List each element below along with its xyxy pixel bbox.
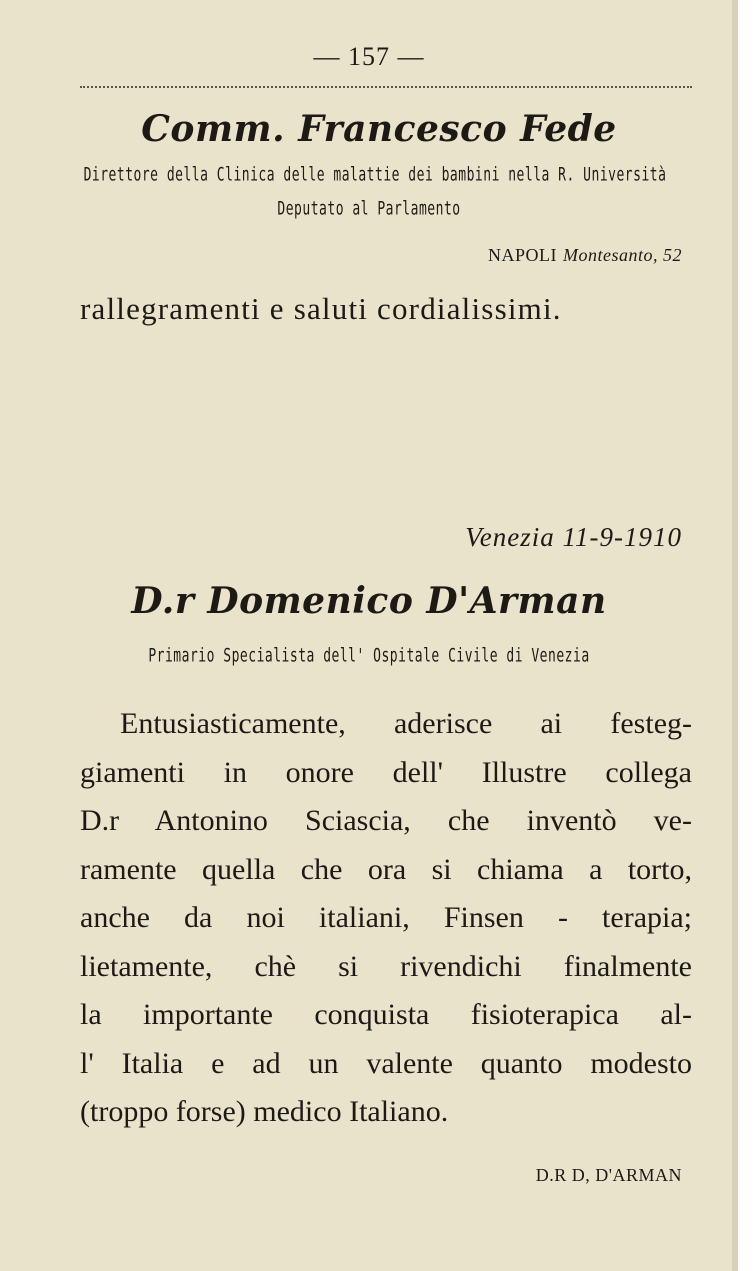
body-line: l' Italia e ad un valente quanto modesto bbox=[80, 1046, 692, 1080]
sender-title-line: Direttore della Clinica delle malattie dei bambini nella R. Università bbox=[83, 164, 667, 187]
sender-location bbox=[488, 245, 682, 266]
sender-name-heading: D.r Domenico D'Arman bbox=[131, 580, 607, 622]
sender-name-heading: Comm. Francesco Fede bbox=[141, 108, 617, 150]
body-line: giamenti in onore dell' Illustre collega bbox=[80, 755, 692, 789]
signature: D.R D, D'ARMAN bbox=[535, 1165, 682, 1185]
page-number: — 157 — bbox=[313, 42, 425, 71]
location-city: NAPOLI bbox=[488, 245, 557, 265]
location-street: Montesanto, 52 bbox=[563, 245, 682, 265]
sender-title-line: Deputato al Parlamento bbox=[277, 198, 461, 221]
letter-body bbox=[80, 700, 692, 1137]
body-line: (troppo forse) medico Italiano. bbox=[80, 1095, 449, 1128]
greeting-message: rallegramenti e saluti cordialissimi. bbox=[80, 291, 562, 326]
body-line: D.r Antonino Sciascia, che inventò ve- bbox=[80, 804, 692, 837]
body-line: Entusiasticamente, aderisce ai festeg- bbox=[120, 707, 692, 740]
body-line: anche da noi italiani, Finsen - terapia; bbox=[80, 901, 692, 934]
body-line: lietamente, chè si rivendichi finalmente bbox=[80, 949, 692, 983]
sender-title-line: Primario Specialista dell' Ospitale Civile di Venezia bbox=[148, 645, 590, 668]
body-line: la importante conquista fisioterapica al- bbox=[80, 998, 692, 1031]
letter-date: Venezia 11-9-1910 bbox=[465, 522, 682, 552]
body-line: ramente quella che ora si chiama a torto, bbox=[80, 852, 692, 886]
dotted-divider bbox=[80, 86, 692, 88]
